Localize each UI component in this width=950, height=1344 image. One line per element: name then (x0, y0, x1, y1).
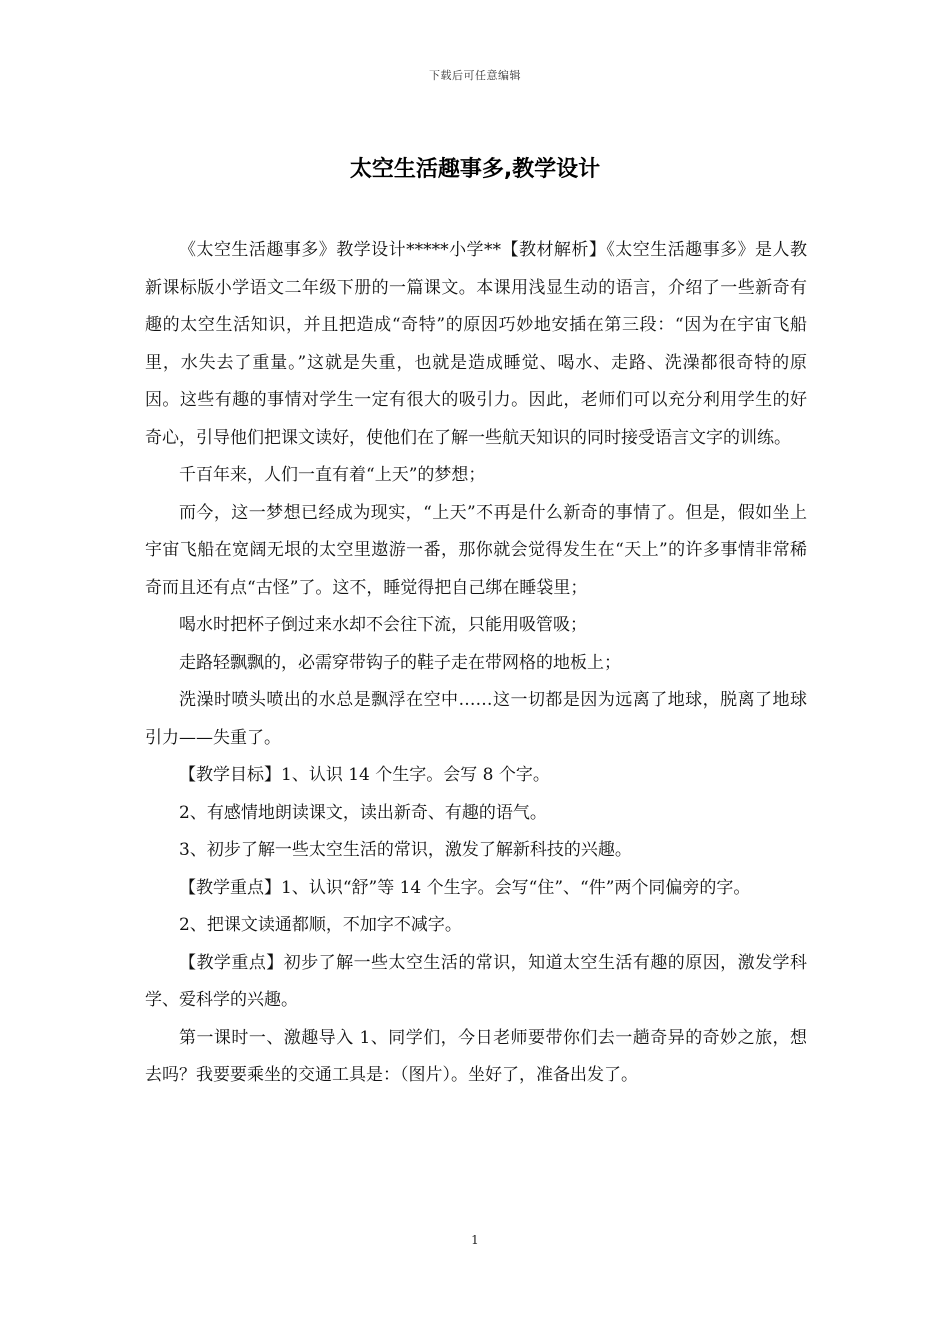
paragraph-reality: 而今，这一梦想已经成为现实，“上天”不再是什么新奇的事情了。但是，假如坐上宇宙飞船在宽阔无垠的太空里遨游一番，那你就会觉得发生在“天上”的许多事情非常稀奇而且还有点“古怪”了。这不，睡觉得把自己绑在睡袋里； (145, 502, 807, 598)
paragraph-focus-1: 【教学重点】1、认识“舒”等 14 个生字。会写“住”、“件”两个同偏旁的字。 (179, 877, 751, 898)
paragraph-goal-2: 2、有感情地朗读课文，读出新奇、有趣的语气。 (179, 802, 547, 823)
paragraph-drinking: 喝水时把杯子倒过来水却不会往下流，只能用吸管吸； (179, 615, 587, 635)
page-number: 1 (471, 1233, 479, 1247)
paragraph-bathing: 洗澡时喷头喷出的水总是飘浮在空中……这一切都是因为远离了地球，脱离了地球引力——失重了。 (145, 690, 807, 748)
paragraph-walking: 走路轻飘飘的，必需穿带钩子的鞋子走在带网格的地板上； (179, 652, 621, 673)
paragraph-dream: 千百年来，人们一直有着“上天”的梦想； (179, 465, 486, 485)
paragraph-focus-3: 【教学重点】初步了解一些太空生活的常识，知道太空生活有趣的原因，激发学科学、爱科学的兴趣。 (145, 952, 807, 1010)
document-body (145, 232, 807, 1095)
paragraph-focus-2: 2、把课文读通都顺，不加字不减字。 (179, 915, 462, 935)
paragraph-lesson-1: 第一课时一、激趣导入 1、同学们，今日老师要带你们去一趟奇异的奇妙之旅，想去吗？我要要乘坐的交通工具是：（图片）。坐好了，准备出发了。 (145, 1027, 807, 1085)
document-title: 太空生活趣事多,教学设计 (349, 157, 601, 182)
paragraph-intro: 《太空生活趣事多》教学设计*****小学**【教材解析】《太空生活趣事多》是人教新课标版小学语文二年级下册的一篇课文。本课用浅显生动的语言，介绍了一些新奇有趣的太空生活知识，并且把造成“奇特”的原因巧妙地安插在第三段：“因为在宇宙飞船里，水失去了重量。”这就是失重，也就是造成睡觉、喝水、走路、洗澡都很奇特的原因。这些有趣的事情对学生一定有很大的吸引力。因此，老师们可以充分利用学生的好奇心，引导他们把课文读好，使他们在了解一些航天知识的同时接受语言文字的训练。 (145, 240, 807, 448)
paragraph-goal-3: 3、初步了解一些太空生活的常识，激发了解新科技的兴趣。 (179, 840, 632, 860)
page-header: 下载后可任意编辑 (429, 69, 521, 82)
paragraph-goal-1: 【教学目标】1、认识 14 个生字。会写 8 个字。 (179, 765, 550, 785)
